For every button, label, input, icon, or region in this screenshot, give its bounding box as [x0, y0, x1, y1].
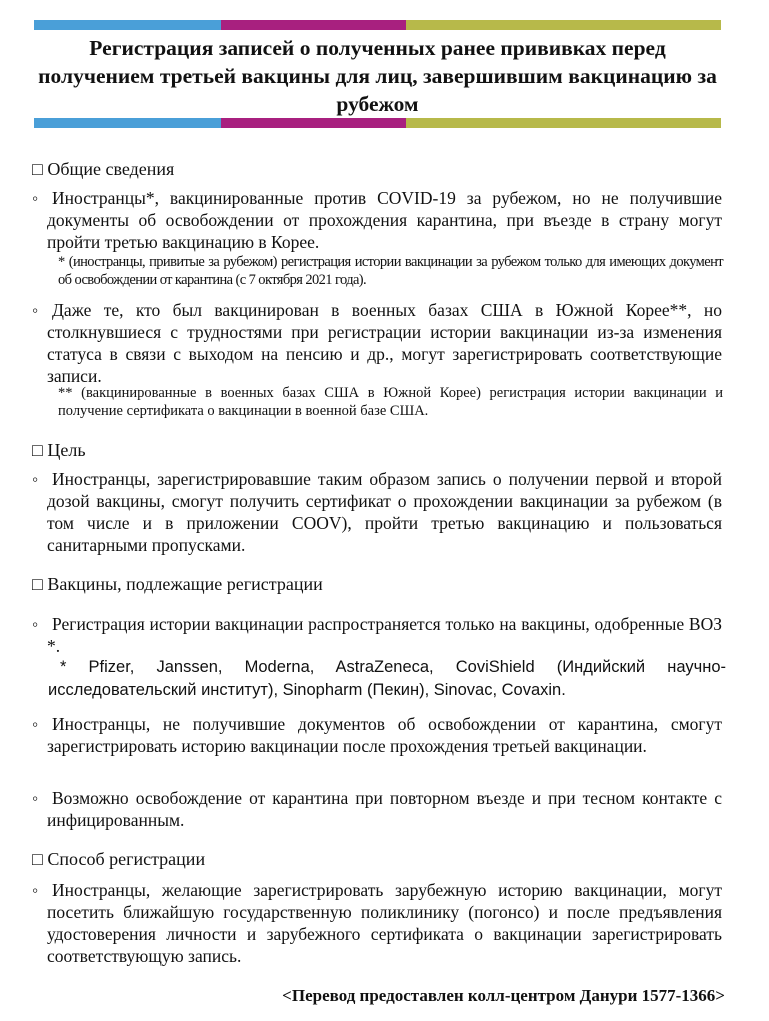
- vaccines-paragraph-3: [32, 787, 722, 831]
- bottom-color-band: [34, 118, 721, 128]
- band-olive-segment: [406, 20, 721, 30]
- bullet-icon: ◦: [32, 788, 39, 808]
- bullet-icon: ◦: [32, 300, 39, 320]
- bullet-icon: ◦: [32, 880, 39, 900]
- section-heading-method: □ Способ регистрации: [32, 849, 206, 869]
- bullet-icon: ◦: [32, 469, 39, 489]
- bullet-icon: ◦: [32, 614, 39, 634]
- translation-credit: <Перевод предоставлен колл-центром Данури 1577-1366>: [282, 986, 725, 1005]
- general-paragraph-2: [32, 299, 722, 387]
- method-paragraph-1: [32, 879, 722, 967]
- vaccines-paragraph-1: [32, 613, 722, 657]
- paragraph-text: Регистрация истории вакцинации распространяется только на вакцины, одобренные ВОЗ *.: [47, 614, 722, 656]
- section-heading-vaccines: □ Вакцины, подлежащие регистрации: [32, 574, 323, 594]
- band-olive-segment: [406, 118, 721, 128]
- general-footnote-1: * (иностранцы, привитые за рубежом) регистрация истории вакцинации за рубежом только для имеющих документ об освобождении от карантина (с 7 октября 2021 года).: [58, 254, 723, 288]
- paragraph-text: Иностранцы, зарегистрировавшие таким образом запись о получении первой и второй дозой вакцины, смогут получить сертификат о прохождении вакцинации за рубежом (в том числе и в приложении COOV), пройти третью вакцинацию и пользоваться санитарными пропусками.: [47, 469, 722, 555]
- page-title: Регистрация записей о полученных ранее прививках перед получением третьей вакцины для лиц, завершившим вакцинацию за рубежом: [38, 36, 717, 116]
- general-paragraph-1: [32, 187, 722, 253]
- band-blue-segment: [34, 118, 221, 128]
- paragraph-text: Иностранцы, желающие зарегистрировать зарубежную историю вакцинации, могут посетить ближайшую государственную поликлинику (погонсо) и после предъявления удостоверения личности и зарубежного сертификата о вакцинации зарегистрировать соответствующую запись.: [47, 880, 722, 966]
- bullet-icon: ◦: [32, 714, 39, 734]
- goal-paragraph-1: [32, 468, 722, 556]
- vaccines-paragraph-2: [32, 713, 722, 757]
- bullet-icon: ◦: [32, 188, 39, 208]
- band-blue-segment: [34, 20, 221, 30]
- paragraph-text: Иностранцы, не получившие документов об освобождении от карантина, смогут зарегистрировать историю вакцинации после прохождения третьей вакцинации.: [47, 714, 722, 756]
- paragraph-text: Иностранцы*, вакцинированные против COVID-19 за рубежом, но не получившие документы об освобождении от прохождения карантина, при въезде в страну могут пройти третью вакцинацию в Корее.: [47, 188, 722, 252]
- paragraph-text: Возможно освобождение от карантина при повторном въезде и при тесном контакте с инфицированным.: [47, 788, 722, 830]
- band-magenta-segment: [221, 118, 406, 128]
- vaccines-list: * Pfizer, Janssen, Moderna, AstraZeneca, CoviShield (Индийский научно-исследовательский институт), Sinopharm (Пекин), Sinovac, Covaxin.: [48, 658, 726, 699]
- paragraph-text: Даже те, кто был вакцинирован в военных базах США в Южной Корее**, но столкнувшиеся с трудностями при регистрации истории вакцинации из-за изменения статуса в связи с выходом на пенсию и др., могут зарегистрировать соответствующие записи.: [47, 300, 722, 386]
- band-magenta-segment: [221, 20, 406, 30]
- section-heading-general: □ Общие сведения: [32, 159, 175, 179]
- top-color-band: [34, 20, 721, 30]
- section-heading-goal: □ Цель: [32, 440, 86, 460]
- general-footnote-2: ** (вакцинированные в военных базах США в Южной Корее) регистрация истории вакцинации и получение сертификата о вакцинации в военной базе США.: [58, 385, 723, 419]
